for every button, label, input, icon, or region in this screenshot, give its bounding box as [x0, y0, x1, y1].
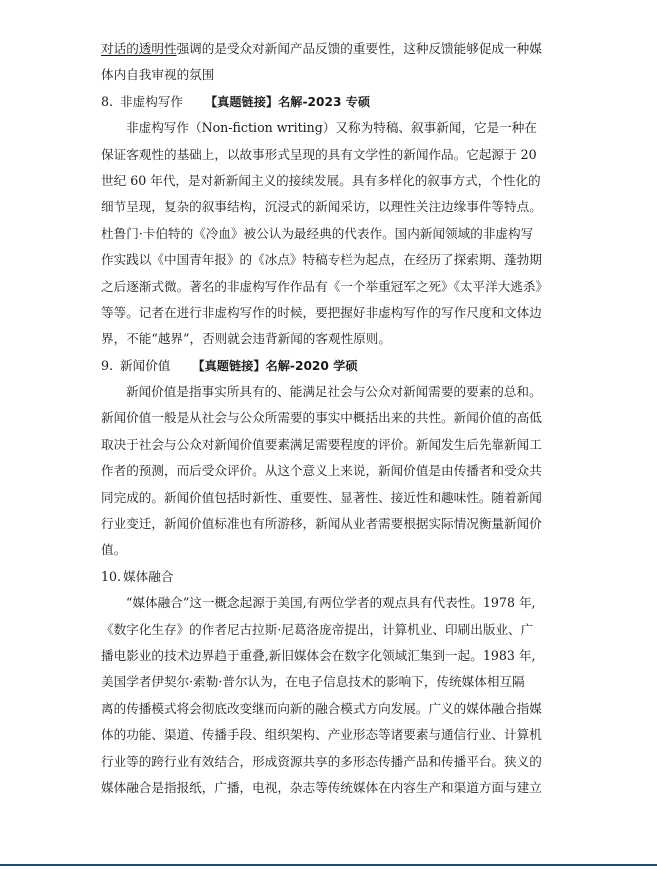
paragraph-line: 同完成的。新闻价值包括时新性、重要性、显著性、接近性和趣味性。随着新闻 — [101, 489, 542, 505]
paragraph-line: 等等。记者在进行非虚构写作的时候，要把握好非虚构写作的写作尺度和文体边 — [101, 304, 542, 320]
intro-line-1 — [101, 36, 561, 62]
paragraph-line: 《数字化生存》的作者尼古拉斯·尼葛洛庞帝提出，计算机业、印刷出版业、广 — [101, 621, 534, 637]
intro-text-1: 对话的透明性强调的是受众对新闻产品反馈的重要性，这种反馈能够促成一种媒 — [101, 41, 542, 56]
page-bottom-rule — [0, 864, 657, 866]
section-heading-8 — [101, 89, 561, 115]
paragraph-line: 作者的预测，而后受众评价。从这个意义上来说，新闻价值是由传播者和受众共 — [101, 463, 542, 479]
paragraph-line: 值。 — [101, 542, 127, 558]
paragraph-line: 细节呈现，复杂的叙事结构，沉浸式的新闻采访，以理性关注边缘事件等特点。 — [101, 199, 542, 215]
exam-link-label: 【真题链接】名解-2023 专硕 — [205, 94, 371, 109]
document-body — [101, 36, 561, 801]
paragraph-line: 媒体融合是指报纸，广播，电视，杂志等传统媒体在内容生产和渠道方面与建立 — [101, 779, 542, 795]
paragraph-line: 播电影业的技术边界趋于重叠,新旧媒体会在数字化领域汇集到一起。1983 年, — [101, 647, 536, 663]
paragraph-line: 行业等的跨行业有效结合，形成资源共享的多形态传播产品和传播平台。狭义的 — [101, 753, 542, 769]
paragraph-line: 世纪 60 年代，是对新新闻主义的接续发展。具有多样化的叙事方式，个性化的 — [101, 172, 541, 188]
paragraph-line: 之后逐渐式微。著名的非虚构写作作品有《一个举重冠军之死》《太平洋大逃杀》 — [101, 278, 549, 294]
paragraph-line: 美国学者伊契尔·索勒·普尔认为，在电子信息技术的影响下，传统媒体相互隔 — [101, 674, 525, 690]
paragraph-line: 体的功能、渠道、传播手段、组织架构、产业形态等诸要素与通信行业、计算机 — [101, 727, 542, 743]
paragraph-line: 作实践以《中国青年报》的《冰点》特稿专栏为起点，在经历了探索期、蓬勃期 — [101, 252, 542, 268]
section-title: 新闻价值 — [120, 357, 171, 373]
section-number: 8. — [101, 93, 114, 109]
paragraph-line: 新闻价值一般是从社会与公众所需要的事实中概括出来的共性。新闻价值的高低 — [101, 410, 542, 426]
paragraph-line: 新闻价值是指事实所具有的、能满足社会与公众对新闻需要的要素的总和。 — [126, 384, 542, 400]
section-number: 9. — [101, 357, 114, 373]
section-heading-10 — [101, 564, 561, 590]
paragraph-line: 杜鲁门·卡伯特的《冷血》被公认为最经典的代表作。国内新闻领域的非虚构写 — [101, 225, 534, 241]
paragraph-line: 取决于社会与公众对新闻价值要素满足需要程度的评价。新闻发生后先靠新闻工 — [101, 436, 542, 452]
paragraph-line: 离的传播模式将会彻底改变继而向新的融合模式方向发展。广义的媒体融合指媒 — [101, 700, 542, 716]
intro-line-2: 体内自我审视的氛围 — [101, 67, 215, 83]
section-body-8 — [101, 115, 561, 353]
paragraph-line: 界，不能“越界”，否则就会违背新闻的客观性原则。 — [101, 331, 391, 347]
section-body-9 — [101, 379, 561, 564]
paragraph-line: “媒体融合”这一概念起源于美国,有两位学者的观点具有代表性。1978 年, — [126, 595, 536, 611]
exam-link-label: 【真题链接】名解-2020 学硕 — [192, 358, 358, 373]
underlined-term: 对话的透明性 — [101, 41, 177, 56]
section-title: 非虚构写作 — [120, 93, 183, 109]
paragraph-line: 保证客观性的基础上，以故事形式呈现的具有文学性的新闻作品。它起源于 20 — [101, 146, 537, 162]
paragraph-line: 行业变迁，新闻价值标准也有所游移，新闻从业者需要根据实际情况衡量新闻价 — [101, 516, 542, 532]
paragraph-line: 非虚构写作（Non-fiction writing）又称为特稿、叙事新闻，它是一种在 — [126, 120, 537, 136]
section-body-10 — [101, 590, 561, 801]
section-heading-9 — [101, 353, 561, 379]
section-title: 媒体融合 — [123, 568, 174, 584]
section-number: 10. — [101, 568, 122, 584]
